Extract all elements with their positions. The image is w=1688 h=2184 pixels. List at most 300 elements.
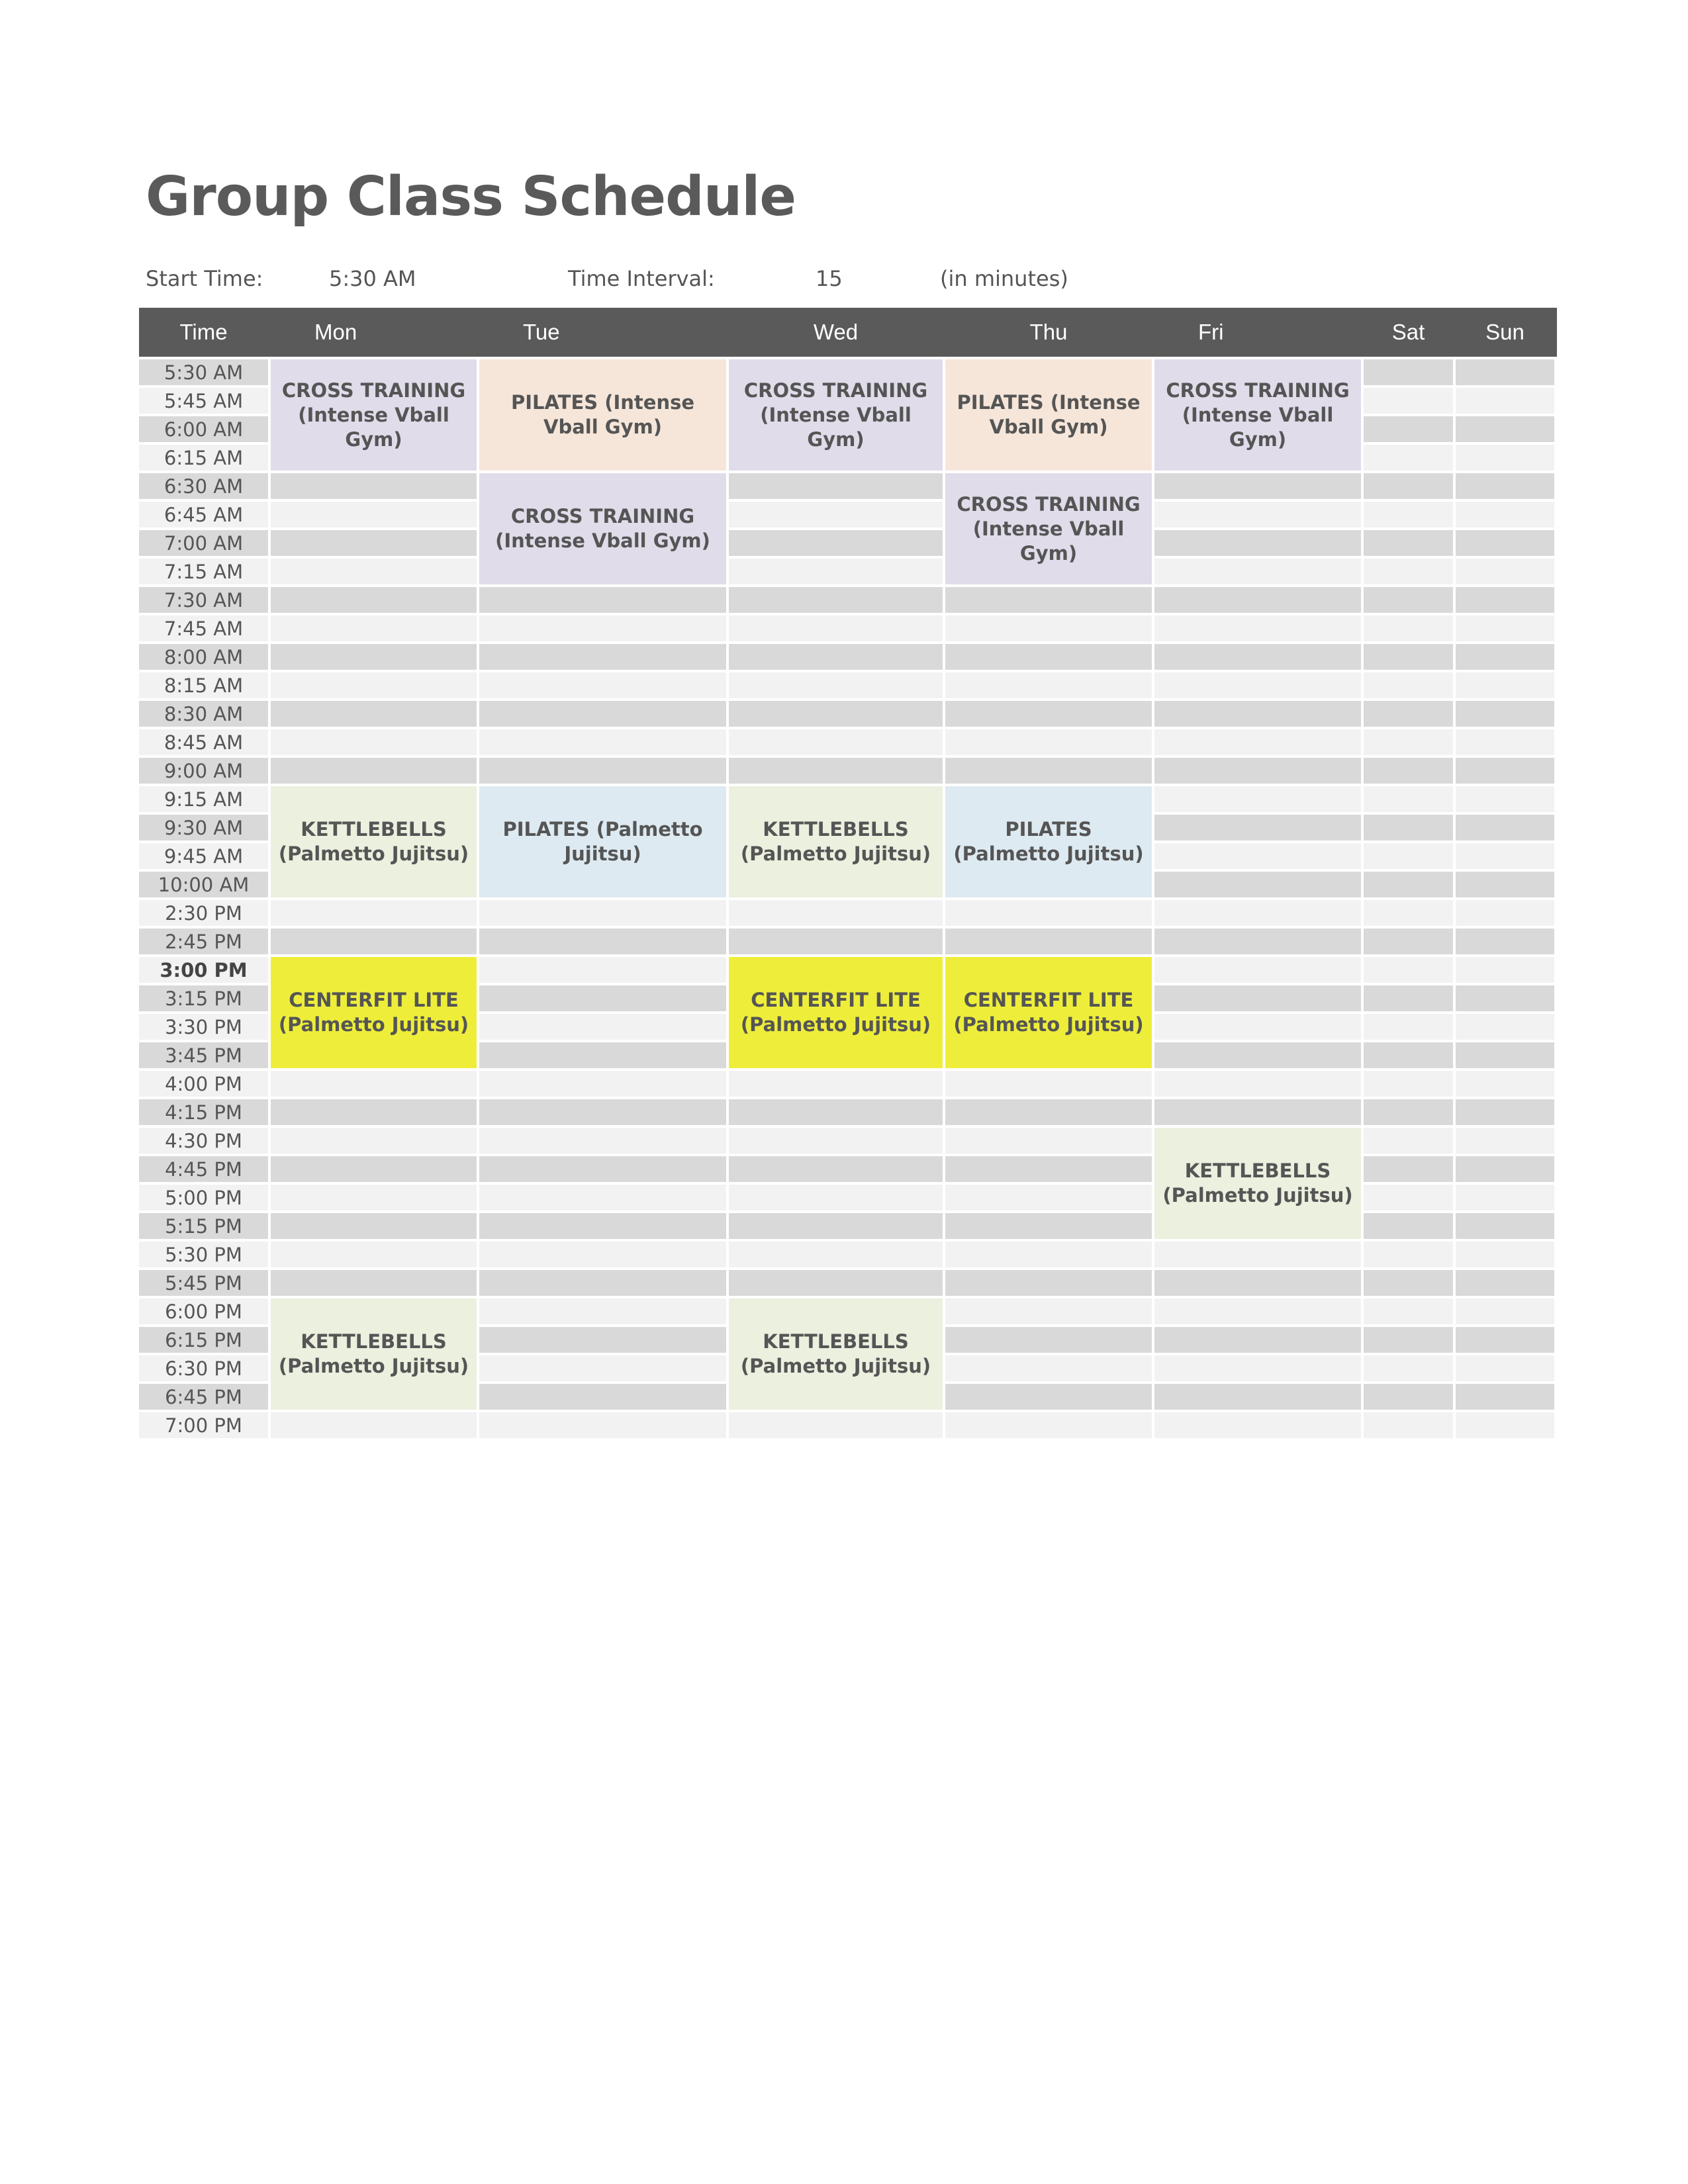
class-label xyxy=(744,379,927,452)
schedule-cell-sun[interactable] xyxy=(1456,1042,1554,1068)
schedule-cell-sat[interactable] xyxy=(1364,1270,1453,1296)
schedule-cell-fri[interactable] xyxy=(1154,1384,1361,1410)
schedule-cell-thu[interactable] xyxy=(945,672,1152,698)
class-label-line: (Intense Vball xyxy=(760,403,912,426)
schedule-cell-mon[interactable] xyxy=(271,929,477,954)
schedule-cell-sat[interactable] xyxy=(1364,758,1453,784)
schedule-cell-sat[interactable] xyxy=(1364,1242,1453,1267)
schedule-cell-wed[interactable] xyxy=(729,1270,943,1296)
time-cell: 3:30 PM xyxy=(139,1014,268,1040)
schedule-cell-mon[interactable] xyxy=(271,900,477,926)
schedule-cell-wed[interactable] xyxy=(729,587,943,613)
schedule-cell-mon[interactable] xyxy=(271,1185,477,1210)
schedule-cell-fri[interactable] xyxy=(1154,1042,1361,1068)
schedule-cell-sat[interactable] xyxy=(1364,644,1453,670)
schedule-cell-wed[interactable] xyxy=(729,729,943,755)
schedule-cell-sun[interactable] xyxy=(1456,1014,1554,1040)
schedule-cell-wed[interactable] xyxy=(729,672,943,698)
class-block-wed[interactable] xyxy=(729,359,943,471)
schedule-cell-mon[interactable] xyxy=(271,1242,477,1267)
schedule-cell-fri[interactable] xyxy=(1154,1412,1361,1438)
schedule-cell-sun[interactable] xyxy=(1456,929,1554,954)
schedule-cell-sun[interactable] xyxy=(1456,900,1554,926)
class-label xyxy=(741,1330,931,1379)
class-label-line: Vball Gym) xyxy=(543,416,662,438)
class-label-line: (Palmetto Jujitsu) xyxy=(1162,1184,1353,1206)
time-interval-unit: (in minutes) xyxy=(940,266,1068,291)
time-cell: 5:00 PM xyxy=(139,1185,268,1210)
schedule-cell-fri[interactable] xyxy=(1154,1071,1361,1097)
column-header-thu: Thu xyxy=(1029,320,1068,344)
schedule-cell-mon[interactable] xyxy=(271,502,477,527)
schedule-cell-sat[interactable] xyxy=(1364,1156,1453,1182)
start-time-label: Start Time: xyxy=(146,266,263,291)
schedule-cell-sat[interactable] xyxy=(1364,416,1453,442)
schedule-cell-tue[interactable] xyxy=(479,758,726,784)
schedule-cell-tue[interactable] xyxy=(479,957,726,983)
schedule-cell-sat[interactable] xyxy=(1364,1384,1453,1410)
time-cell: 7:30 AM xyxy=(139,587,268,613)
schedule-cell-sun[interactable] xyxy=(1456,1213,1554,1239)
class-label-line: KETTLEBELLS xyxy=(301,818,447,841)
schedule-cell-tue[interactable] xyxy=(479,644,726,670)
start-time-value[interactable]: 5:30 AM xyxy=(329,266,416,291)
schedule-cell-sat[interactable] xyxy=(1364,1185,1453,1210)
schedule-cell-tue[interactable] xyxy=(479,1071,726,1097)
time-cell: 4:45 PM xyxy=(139,1156,268,1182)
schedule-cell-tue[interactable] xyxy=(479,1327,726,1353)
schedule-cell-mon[interactable] xyxy=(271,1412,477,1438)
class-label-line: Vball Gym) xyxy=(989,416,1108,438)
schedule-cell-sat[interactable] xyxy=(1364,786,1453,812)
class-block-thu[interactable] xyxy=(945,473,1152,584)
schedule-cell-sat[interactable] xyxy=(1364,1042,1453,1068)
schedule-cell-tue[interactable] xyxy=(479,1156,726,1182)
column-header-fri: Fri xyxy=(1198,320,1224,344)
class-block-tue[interactable] xyxy=(479,359,726,471)
time-cell: 4:00 PM xyxy=(139,1071,268,1097)
class-label-line: CENTERFIT LITE xyxy=(963,989,1134,1011)
schedule-cell-tue[interactable] xyxy=(479,1298,726,1324)
schedule-cell-sun[interactable] xyxy=(1456,1298,1554,1324)
schedule-cell-mon[interactable] xyxy=(271,729,477,755)
class-label xyxy=(511,390,694,439)
schedule-cell-fri[interactable] xyxy=(1154,1327,1361,1353)
class-label-line: CROSS TRAINING xyxy=(957,492,1141,516)
schedule-cell-thu[interactable] xyxy=(945,1185,1152,1210)
schedule-cell-fri[interactable] xyxy=(1154,502,1361,527)
class-label xyxy=(279,988,469,1037)
schedule-cell-wed[interactable] xyxy=(729,1185,943,1210)
time-cell: 3:00 PM xyxy=(139,957,268,983)
schedule-cell-sun[interactable] xyxy=(1456,729,1554,755)
time-cell: 5:45 AM xyxy=(139,388,268,414)
column-header-sun: Sun xyxy=(1485,320,1524,344)
schedule-cell-sun[interactable] xyxy=(1456,530,1554,556)
schedule-cell-sat[interactable] xyxy=(1364,1014,1453,1040)
schedule-cell-thu[interactable] xyxy=(945,729,1152,755)
column-header-mon: Mon xyxy=(314,320,357,344)
class-label-line: (Palmetto Jujitsu) xyxy=(740,1355,931,1377)
schedule-cell-sun[interactable] xyxy=(1456,701,1554,727)
schedule-cell-mon[interactable] xyxy=(271,701,477,727)
schedule-cell-sun[interactable] xyxy=(1456,985,1554,1011)
schedule-cell-sun[interactable] xyxy=(1456,1412,1554,1438)
class-label-line: KETTLEBELLS xyxy=(763,1330,909,1353)
schedule-cell-wed[interactable] xyxy=(729,559,943,584)
class-block-mon[interactable] xyxy=(271,957,477,1068)
class-label-line: (Intense Vball xyxy=(972,517,1125,540)
schedule-cell-thu[interactable] xyxy=(945,587,1152,613)
class-label-line: (Intense Vball Gym) xyxy=(495,529,710,552)
schedule-cell-fri[interactable] xyxy=(1154,1355,1361,1381)
schedule-cell-wed[interactable] xyxy=(729,644,943,670)
class-label-line: KETTLEBELLS xyxy=(1184,1160,1331,1182)
schedule-cell-sun[interactable] xyxy=(1456,672,1554,698)
class-block-wed[interactable] xyxy=(729,786,943,897)
schedule-cell-thu[interactable] xyxy=(945,1099,1152,1125)
schedule-cell-sat[interactable] xyxy=(1364,672,1453,698)
schedule-cell-tue[interactable] xyxy=(479,1185,726,1210)
schedule-cell-mon[interactable] xyxy=(271,1213,477,1239)
class-label-line: PILATES (Palmetto xyxy=(502,818,703,841)
class-block-thu[interactable] xyxy=(945,957,1152,1068)
class-label-line: PILATES (Intense xyxy=(957,391,1141,414)
schedule-cell-sat[interactable] xyxy=(1364,559,1453,584)
schedule-cell-mon[interactable] xyxy=(271,672,477,698)
schedule-cell-sat[interactable] xyxy=(1364,929,1453,954)
schedule-cell-tue[interactable] xyxy=(479,1042,726,1068)
class-label-line: (Intense Vball xyxy=(1182,403,1334,426)
schedule-cell-sat[interactable] xyxy=(1364,872,1453,897)
class-label xyxy=(741,817,931,866)
schedule-cell-fri[interactable] xyxy=(1154,729,1361,755)
schedule-cell-fri[interactable] xyxy=(1154,900,1361,926)
time-cell: 6:30 AM xyxy=(139,473,268,499)
class-label xyxy=(741,988,931,1037)
time-cell: 6:00 AM xyxy=(139,416,268,442)
class-label-line: CROSS TRAINING xyxy=(281,379,466,402)
schedule-cell-thu[interactable] xyxy=(945,1355,1152,1381)
schedule-cell-sat[interactable] xyxy=(1364,502,1453,527)
schedule-cell-mon[interactable] xyxy=(271,1071,477,1097)
class-label xyxy=(1162,1159,1352,1208)
schedule-cell-sat[interactable] xyxy=(1364,1071,1453,1097)
schedule-cell-tue[interactable] xyxy=(479,1412,726,1438)
schedule-cell-wed[interactable] xyxy=(729,701,943,727)
schedule-cell-fri[interactable] xyxy=(1154,615,1361,641)
schedule-cell-fri[interactable] xyxy=(1154,559,1361,584)
time-cell: 5:30 AM xyxy=(139,359,268,385)
schedule-cell-tue[interactable] xyxy=(479,1270,726,1296)
column-header-time: Time xyxy=(179,320,228,344)
schedule-cell-thu[interactable] xyxy=(945,1213,1152,1239)
schedule-cell-fri[interactable] xyxy=(1154,473,1361,499)
schedule-cell-tue[interactable] xyxy=(479,1213,726,1239)
schedule-cell-tue[interactable] xyxy=(479,1099,726,1125)
class-label-line: KETTLEBELLS xyxy=(301,1330,447,1353)
schedule-cell-sun[interactable] xyxy=(1456,473,1554,499)
schedule-cell-wed[interactable] xyxy=(729,1412,943,1438)
schedule-cell-thu[interactable] xyxy=(945,1384,1152,1410)
schedule-cell-sun[interactable] xyxy=(1456,1099,1554,1125)
schedule-cell-sun[interactable] xyxy=(1456,359,1554,385)
time-cell: 7:15 AM xyxy=(139,559,268,584)
schedule-cell-fri[interactable] xyxy=(1154,587,1361,613)
schedule-cell-wed[interactable] xyxy=(729,758,943,784)
schedule-cell-fri[interactable] xyxy=(1154,1270,1361,1296)
schedule-cell-mon[interactable] xyxy=(271,473,477,499)
schedule-cell-fri[interactable] xyxy=(1154,1298,1361,1324)
schedule-cell-sun[interactable] xyxy=(1456,758,1554,784)
schedule-cell-mon[interactable] xyxy=(271,1156,477,1182)
class-label xyxy=(957,492,1140,566)
schedule-cell-sat[interactable] xyxy=(1364,701,1453,727)
schedule-cell-wed[interactable] xyxy=(729,1156,943,1182)
class-label-line: Gym) xyxy=(1229,428,1287,451)
schedule-cell-thu[interactable] xyxy=(945,1128,1152,1154)
schedule-cell-sun[interactable] xyxy=(1456,815,1554,841)
class-block-mon[interactable] xyxy=(271,786,477,897)
class-label xyxy=(279,817,469,866)
schedule-cell-sat[interactable] xyxy=(1364,473,1453,499)
class-label-line: CROSS TRAINING xyxy=(510,505,695,527)
schedule-cell-sat[interactable] xyxy=(1364,359,1453,385)
schedule-cell-tue[interactable] xyxy=(479,729,726,755)
time-cell: 2:45 PM xyxy=(139,929,268,954)
time-cell: 2:30 PM xyxy=(139,900,268,926)
class-label-line: CENTERFIT LITE xyxy=(751,989,921,1011)
schedule-cell-mon[interactable] xyxy=(271,1270,477,1296)
class-label-line: Jujitsu) xyxy=(564,842,641,865)
class-label-line: (Palmetto Jujitsu) xyxy=(740,1013,931,1036)
schedule-cell-fri[interactable] xyxy=(1154,872,1361,897)
schedule-cell-sun[interactable] xyxy=(1456,502,1554,527)
schedule-cell-thu[interactable] xyxy=(945,644,1152,670)
schedule-cell-sat[interactable] xyxy=(1364,615,1453,641)
schedule-cell-sat[interactable] xyxy=(1364,1355,1453,1381)
schedule-cell-sat[interactable] xyxy=(1364,388,1453,414)
schedule-cell-fri[interactable] xyxy=(1154,957,1361,983)
schedule-cell-sat[interactable] xyxy=(1364,1213,1453,1239)
schedule-cell-wed[interactable] xyxy=(729,530,943,556)
time-cell: 8:15 AM xyxy=(139,672,268,698)
schedule-cell-thu[interactable] xyxy=(945,929,1152,954)
time-cell: 7:00 PM xyxy=(139,1412,268,1438)
schedule-cell-sun[interactable] xyxy=(1456,1071,1554,1097)
schedule-cell-sat[interactable] xyxy=(1364,1327,1453,1353)
schedule-cell-sun[interactable] xyxy=(1456,559,1554,584)
schedule-cell-sun[interactable] xyxy=(1456,957,1554,983)
schedule-cell-sat[interactable] xyxy=(1364,1099,1453,1125)
class-label-line: (Palmetto Jujitsu) xyxy=(953,1013,1144,1036)
schedule-cell-tue[interactable] xyxy=(479,985,726,1011)
class-label-line: CENTERFIT LITE xyxy=(289,989,459,1011)
schedule-cell-fri[interactable] xyxy=(1154,1099,1361,1125)
schedule-cell-thu[interactable] xyxy=(945,758,1152,784)
schedule-cell-wed[interactable] xyxy=(729,1242,943,1267)
schedule-cell-tue[interactable] xyxy=(479,1014,726,1040)
time-cell: 3:45 PM xyxy=(139,1042,268,1068)
class-block-wed[interactable] xyxy=(729,1298,943,1410)
schedule-cell-wed[interactable] xyxy=(729,929,943,954)
schedule-cell-sun[interactable] xyxy=(1456,1355,1554,1381)
class-label-line: (Palmetto Jujitsu) xyxy=(278,842,469,865)
schedule-cell-thu[interactable] xyxy=(945,1327,1152,1353)
schedule-cell-thu[interactable] xyxy=(945,1412,1152,1438)
class-label-line: (Palmetto Jujitsu) xyxy=(278,1013,469,1036)
schedule-cell-tue[interactable] xyxy=(479,1242,726,1267)
schedule-cell-sun[interactable] xyxy=(1456,1156,1554,1182)
time-cell: 3:15 PM xyxy=(139,985,268,1011)
schedule-cell-fri[interactable] xyxy=(1154,929,1361,954)
time-cell: 6:15 PM xyxy=(139,1327,268,1353)
schedule-cell-mon[interactable] xyxy=(271,530,477,556)
class-block-thu[interactable] xyxy=(945,359,1152,471)
class-block-fri[interactable] xyxy=(1154,1128,1361,1239)
schedule-cell-sun[interactable] xyxy=(1456,1270,1554,1296)
schedule-cell-sun[interactable] xyxy=(1456,1384,1554,1410)
schedule-cell-wed[interactable] xyxy=(729,502,943,527)
schedule-cell-tue[interactable] xyxy=(479,672,726,698)
schedule-cell-fri[interactable] xyxy=(1154,1242,1361,1267)
time-cell: 6:15 AM xyxy=(139,445,268,471)
schedule-cell-sat[interactable] xyxy=(1364,1412,1453,1438)
schedule-cell-mon[interactable] xyxy=(271,615,477,641)
schedule-cell-thu[interactable] xyxy=(945,615,1152,641)
class-label-line: (Palmetto Jujitsu) xyxy=(278,1355,469,1377)
schedule-cell-tue[interactable] xyxy=(479,929,726,954)
time-cell: 5:15 PM xyxy=(139,1213,268,1239)
schedule-cell-tue[interactable] xyxy=(479,1128,726,1154)
class-label xyxy=(953,988,1143,1037)
class-block-thu[interactable] xyxy=(945,786,1152,897)
schedule-cell-wed[interactable] xyxy=(729,615,943,641)
schedule-cell-sun[interactable] xyxy=(1456,615,1554,641)
class-block-tue[interactable] xyxy=(479,473,726,584)
schedule-cell-wed[interactable] xyxy=(729,1128,943,1154)
class-block-fri[interactable] xyxy=(1154,359,1361,471)
schedule-cell-sun[interactable] xyxy=(1456,843,1554,869)
class-label-line: (Palmetto Jujitsu) xyxy=(953,842,1144,865)
schedule-cell-sun[interactable] xyxy=(1456,587,1554,613)
schedule-cell-sat[interactable] xyxy=(1364,1128,1453,1154)
schedule-cell-sun[interactable] xyxy=(1456,416,1554,442)
schedule-cell-sun[interactable] xyxy=(1456,1327,1554,1353)
schedule-cell-sat[interactable] xyxy=(1364,900,1453,926)
schedule-cell-tue[interactable] xyxy=(479,1384,726,1410)
schedule-cell-sat[interactable] xyxy=(1364,957,1453,983)
schedule-cell-mon[interactable] xyxy=(271,1099,477,1125)
schedule-cell-mon[interactable] xyxy=(271,758,477,784)
time-cell: 7:00 AM xyxy=(139,530,268,556)
schedule-cell-thu[interactable] xyxy=(945,1298,1152,1324)
class-label xyxy=(495,504,710,553)
schedule-cell-fri[interactable] xyxy=(1154,672,1361,698)
schedule-cell-sat[interactable] xyxy=(1364,1298,1453,1324)
schedule-cell-sun[interactable] xyxy=(1456,1128,1554,1154)
time-cell: 8:30 AM xyxy=(139,701,268,727)
schedule-cell-thu[interactable] xyxy=(945,1071,1152,1097)
schedule-cell-sat[interactable] xyxy=(1364,530,1453,556)
time-cell: 9:15 AM xyxy=(139,786,268,812)
schedule-cell-mon[interactable] xyxy=(271,587,477,613)
schedule-cell-fri[interactable] xyxy=(1154,644,1361,670)
schedule-cell-mon[interactable] xyxy=(271,1128,477,1154)
schedule-cell-sun[interactable] xyxy=(1456,1242,1554,1267)
schedule-cell-wed[interactable] xyxy=(729,1213,943,1239)
time-cell: 8:00 AM xyxy=(139,644,268,670)
schedule-cell-fri[interactable] xyxy=(1154,786,1361,812)
schedule-cell-sat[interactable] xyxy=(1364,587,1453,613)
class-block-mon[interactable] xyxy=(271,1298,477,1410)
schedule-cell-sat[interactable] xyxy=(1364,985,1453,1011)
schedule-cell-thu[interactable] xyxy=(945,1242,1152,1267)
schedule-cell-thu[interactable] xyxy=(945,900,1152,926)
class-block-mon[interactable] xyxy=(271,359,477,471)
schedule-cell-sun[interactable] xyxy=(1456,872,1554,897)
time-cell: 6:00 PM xyxy=(139,1298,268,1324)
time-interval-value[interactable]: 15 xyxy=(816,266,843,291)
schedule-cell-thu[interactable] xyxy=(945,1270,1152,1296)
time-cell: 9:30 AM xyxy=(139,815,268,841)
schedule-cell-sat[interactable] xyxy=(1364,445,1453,471)
column-header-wed: Wed xyxy=(813,320,859,344)
schedule-cell-thu[interactable] xyxy=(945,1156,1152,1182)
schedule-cell-fri[interactable] xyxy=(1154,758,1361,784)
class-label-line: (Palmetto Jujitsu) xyxy=(740,842,931,865)
schedule-cell-sun[interactable] xyxy=(1456,786,1554,812)
schedule-cell-tue[interactable] xyxy=(479,701,726,727)
schedule-cell-sun[interactable] xyxy=(1456,445,1554,471)
schedule-cell-wed[interactable] xyxy=(729,900,943,926)
class-label-line: KETTLEBELLS xyxy=(763,818,909,841)
class-label xyxy=(502,817,702,866)
time-cell: 4:15 PM xyxy=(139,1099,268,1125)
schedule-cell-fri[interactable] xyxy=(1154,843,1361,869)
column-header-sat: Sat xyxy=(1391,320,1425,344)
class-label xyxy=(957,390,1140,439)
schedule-cell-sun[interactable] xyxy=(1456,1185,1554,1210)
time-cell: 7:45 AM xyxy=(139,615,268,641)
schedule-cell-sat[interactable] xyxy=(1364,815,1453,841)
class-label-line: CROSS TRAINING xyxy=(1166,379,1350,402)
schedule-cell-thu[interactable] xyxy=(945,701,1152,727)
schedule-cell-wed[interactable] xyxy=(729,473,943,499)
schedule-cell-tue[interactable] xyxy=(479,900,726,926)
schedule-cell-sat[interactable] xyxy=(1364,843,1453,869)
schedule-cell-tue[interactable] xyxy=(479,587,726,613)
class-block-tue[interactable] xyxy=(479,786,726,897)
schedule-cell-wed[interactable] xyxy=(729,1099,943,1125)
schedule-cell-fri[interactable] xyxy=(1154,530,1361,556)
schedule-cell-fri[interactable] xyxy=(1154,1014,1361,1040)
schedule-cell-fri[interactable] xyxy=(1154,701,1361,727)
schedule-cell-fri[interactable] xyxy=(1154,815,1361,841)
schedule-cell-sun[interactable] xyxy=(1456,644,1554,670)
class-block-wed[interactable] xyxy=(729,957,943,1068)
schedule-cell-sun[interactable] xyxy=(1456,388,1554,414)
class-label xyxy=(279,1330,469,1379)
schedule-cell-mon[interactable] xyxy=(271,644,477,670)
schedule-cell-mon[interactable] xyxy=(271,559,477,584)
schedule-cell-wed[interactable] xyxy=(729,1071,943,1097)
time-cell: 5:30 PM xyxy=(139,1242,268,1267)
schedule-cell-sat[interactable] xyxy=(1364,729,1453,755)
schedule-cell-fri[interactable] xyxy=(1154,985,1361,1011)
schedule-cell-tue[interactable] xyxy=(479,1355,726,1381)
schedule-cell-tue[interactable] xyxy=(479,615,726,641)
